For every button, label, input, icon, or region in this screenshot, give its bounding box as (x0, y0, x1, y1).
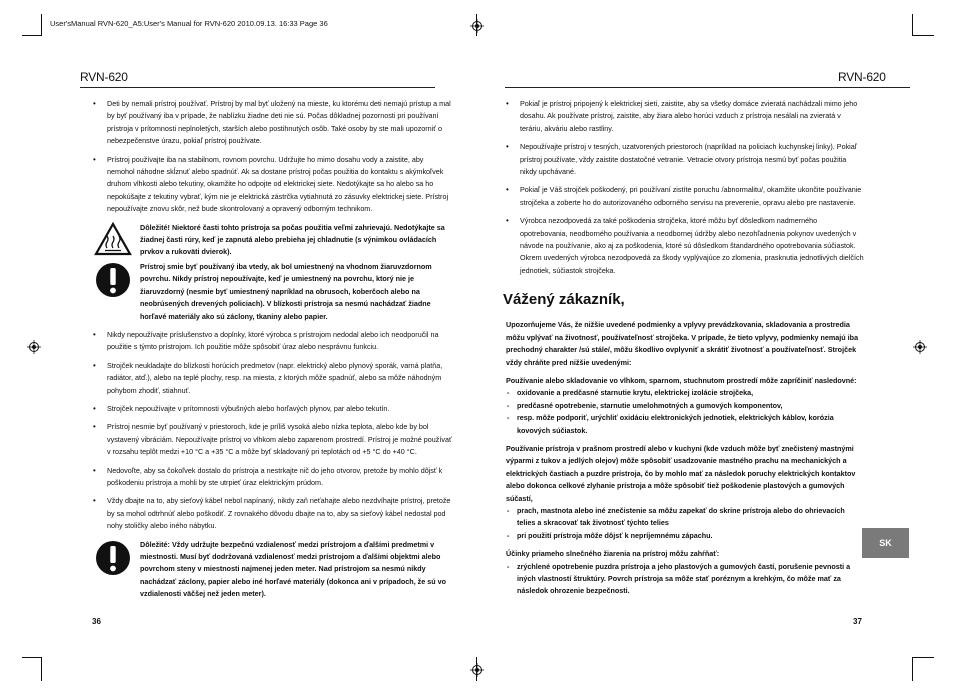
crop-mark (22, 657, 42, 658)
list-item: • Pokiaľ je prístroj pripojený k elektrickej sieti, zaistite, aby sa všetky domáce zvieratá nachádzali mimo jeho dosahu. Ak používate prístroj, zaistite, aby žiara alebo horúci vzduch z prístroja nesálali na zvieratá v teráriu, akváriu alebo rastliny. (503, 98, 865, 135)
left-running-title: RVN-620 (80, 70, 128, 84)
registration-mark-icon (470, 663, 484, 677)
crop-mark (912, 657, 913, 681)
crop-mark (41, 657, 42, 681)
list-item: • Prístroj používajte iba na stabilnom, rovnom povrchu. Udržujte ho mimo dosahu vody a zaistite, aby nemohol náhodne skĺznuť alebo spadnúť. Ak sa dostane prístroj počas použitia do kontaktu s akýmkoľvek druhom vlhkosti alebo tekutiny, okamžite ho odpojte od elektrickej siete. Nedotýkajte sa ho alebo sa ho nepokúšajte z tekutiny vybrať, kým nie je elektrická zástrčka vytiahnutá zo zásuvky elektrickej siete. Prístroj nepoužívajte znovu skôr, než bude skontrolovaný a opravený odborným technikom. (90, 154, 452, 216)
warning-text: Dôležité! Niektoré časti tohto prístroja sa počas použitia veľmi zahrievajú. Nedotýkajte sa žiadnej časti rúry, keď je zapnutá alebo prebieha jej chladnutie (s výnimkou ovládacích prvkov a rukoväti dvierok). (140, 222, 445, 257)
list-item: • Pokiaľ je Váš strojček poškodený, pri používaní zistíte poruchu /abnormalitu/, okamžite ukončite používanie strojčeka a zoberte ho do autorizovaného odborného servisu na preverenie, opravu alebo pre nastavenie. (503, 184, 865, 209)
list-item: • Strojček nepoužívajte v prítomnosti výbušných alebo horľavých plynov, par alebo tekutín. (90, 403, 452, 415)
left-column (90, 98, 452, 605)
crop-mark (22, 35, 42, 36)
registration-mark-icon (470, 19, 484, 33)
hot-surface-warning (90, 222, 452, 259)
exclamation-icon (94, 261, 132, 299)
list-item: • Deti by nemali prístroj používať. Prístroj by mal byť uložený na mieste, ku ktorému deti nemajú prístup a mal by byť používaný iba v prípade, že nablízku žiadne deti nie sú. Počas dôkladnej pozornosti pri používaní prístroja v prítomnosti neplnoletých, starších alebo postihnutých osôb. Také osoby by ste mali upozorniť o nebezpečenstve úrazu, pokiaľ prístroj používate. (90, 98, 452, 148)
language-tab: SK (862, 528, 909, 558)
list-item: • Vždy dbajte na to, aby sieťový kábel nebol napínaný, nikdy zaň neťahajte alebo nezdvíhajte prístroj, pretože by sa mohol odtrhnúť alebo poškodiť. Z rovnakého dôvodu dbajte na to, aby sa sieťový kábel nedostal pod nohy stoličky alebo iného nábytku. (90, 495, 452, 532)
list-item: - prach, mastnota alebo iné znečistenie sa môžu zapekať do skrine prístroja alebo do ohrievacích telies a skracovať tak životnosť týchto telies (503, 505, 865, 530)
left-header-rule (80, 87, 435, 88)
warning-text: Dôležité: Vždy udržujte bezpečnú vzdialenosť medzi prístrojom a ďalšími predmetmi v miestnosti. Musí byť dodržovaná vzdialenosť medzi prístrojom a ďalšími objektmi alebo povrchom steny v miestnosti najmenej jeden meter. Nad prístrojom sa nesmú nikdy nachádzať záclony, papier alebo iné horľavé materiály (dokonca ani v prípadoch, že sú vo vzdialenosti väčšej než jeden meter). (140, 539, 447, 599)
list-item: • Nikdy nepoužívajte príslušenstvo a doplnky, ktoré výrobca s prístrojom nedodal alebo ich neodporučil na použitie s týmto prístrojom. Ich použitie môže spôsobiť úraz alebo nesprávnu funkciu. (90, 329, 452, 354)
crop-mark (912, 657, 934, 658)
hot-surface-warning-icon (94, 222, 132, 256)
section-heading: Vážený zákazník, (503, 291, 625, 309)
humid-heading: Používanie alebo skladovanie vo vlhkom, sparnom, stuchnutom prostredí môže zapríčiniť nasledovné: (506, 375, 857, 385)
list-item: • Prístroj nesmie byť používaný v priestoroch, kde je príliš vysoká alebo nízka teplota, alebo kde by bol vystavený vibráciám. Nepoužívajte prístroj vo vlhkom alebo zaparenom prostredí. Prístroj je možné používať v rozsahu teplôt medzi +10 °C a +35 °C a môže byť skladovaný pri teplotách od +5 °C do +40 °C. (90, 421, 452, 458)
list-item: - predčasné opotrebenie, starnutie umelohmotných a gumových komponentov, (503, 400, 865, 412)
registration-mark-icon (27, 340, 41, 354)
surface-warning (90, 261, 452, 323)
right-running-title: RVN-620 (838, 70, 886, 84)
list-item: - oxidovanie a predčasné starnutie krytu, elektrickej izolácie strojčeka, (503, 387, 865, 399)
print-header: User'sManual RVN-620_A5:User's Manual for RVN-620 2010.09.13. 16:33 Page 36 (50, 19, 328, 28)
list-item: - resp. môže podporiť, urýchliť oxidáciu elektronických jednotiek, elektrických káblov, korózia kovových súčiastok. (503, 412, 865, 437)
right-page-number: 37 (853, 617, 862, 626)
list-item: - pri použití prístroja môže dôjsť k nepríjemnému zápachu. (503, 530, 865, 542)
humid-list (503, 387, 865, 437)
registration-mark-icon (913, 340, 927, 354)
list-item: • Výrobca nezodpovedá za také poškodenia strojčeka, ktoré môžu byť dôsledkom nadmerného opotrebovania, neodborného používania a neodbornej údržby alebo nezohľadnenia pokynov uvedených v návode na používanie, ako aj za poškodenia, ktoré sú dôsledkom štandardného opotrebovania súčiastok. Okrem uvedených výrobca nezodpovedá za škody vyplývajúce zo zlomenia, prasknutia jednotlivých dielčích jednotiek, súčiastok strojčeka. (503, 215, 865, 277)
crop-mark (41, 14, 42, 36)
right-column (503, 98, 865, 604)
list-item: • Strojček neukladajte do blízkosti horúcich predmetov (napr. elektrický alebo plynový sporák, varná platňa, radiátor, atď.), alebo na teplé plochy, resp. na miesta, z ktorých môže spadnúť, alebo sa môže náhodným pohybom zhodiť, stiahnuť. (90, 360, 452, 397)
dusty-heading: Používanie prístroja v prašnom prostredí alebo v kuchyni (kde vzduch môže byť znečistený mastnými výparmi z tukov a jedlých olejov) môže spôsobiť usadzovanie mastného prachu na mechanických a elektrických častiach a puzdre prístroja, čo by mohlo mať za následok poruchy elektrických kontaktov alebo dokonca celkové zlyhanie prístroja a môže spôsobiť tiež poškodenie plastových a gumových súčastí, (506, 443, 856, 503)
sun-heading: Účinky priameho slnečného žiarenia na prístroj môžu zahŕňať: (506, 549, 720, 559)
warning-text: Prístroj smie byť používaný iba vtedy, ak bol umiestnený na vhodnom žiaruvzdornom povrchu. Nikdy prístroj nepoužívajte, keď je umiestnený na povrchu, ktorý nie je žiaruvzdorný (nesmie byť umiestnený napríklad na obrusoch, koberčoch alebo na neobrúsených drevených policiach). V blízkosti prístroja sa nesmú nachádzať žiadne horľavé materiály ako sú záclony, tkaniny alebo papier. (140, 261, 432, 321)
exclamation-icon (94, 539, 132, 577)
right-header-rule (505, 87, 910, 88)
distance-warning (90, 539, 452, 601)
sun-list (503, 561, 865, 598)
left-page-number: 36 (92, 617, 101, 626)
crop-mark (912, 35, 934, 36)
list-item: • Nedovoľte, aby sa čokoľvek dostalo do prístroja a nestrkajte nič do jeho otvorov, pretože by mohlo dôjsť k poškodeniu prístroja a mohli by ste utrpieť úraz elektrickým prúdom. (90, 465, 452, 490)
list-item: • Nepoužívajte prístroj v tesných, uzatvorených priestoroch (napríklad na policiach kuchynskej linky). Pokiaľ prístroj používate, vždy zaistite dostatočné vetranie. Vetracie otvory prístroja nesmú byť počas použitia nikdy upchávané. (503, 141, 865, 178)
list-item: - zrýchlené opotrebenie puzdra prístroja a jeho plastových a gumových častí, porušenie pevnosti a iných vlastností štruktúry. Povrch prístroja sa môže stať poréznym a krehkým, čo môže mať za následok ohrozenie bezpečnosti. (503, 561, 865, 598)
crop-mark (912, 14, 913, 36)
dusty-list (503, 505, 865, 542)
intro-paragraph: Upozorňujeme Vás, že nižšie uvedené podmienky a vplyvy prevádzkovania, skladovania a prostredia môžu vplývať na životnosť, používateľnosť strojčeka. V prípade, že tieto vplyvy, podmienky nemajú iba prechodný charakter /sú stále/, môžu škodlivo ovplyvniť a skrátiť životnosť a používateľnosť. Strojček vždy chráňte pred nižšie uvedenými: (506, 320, 859, 367)
